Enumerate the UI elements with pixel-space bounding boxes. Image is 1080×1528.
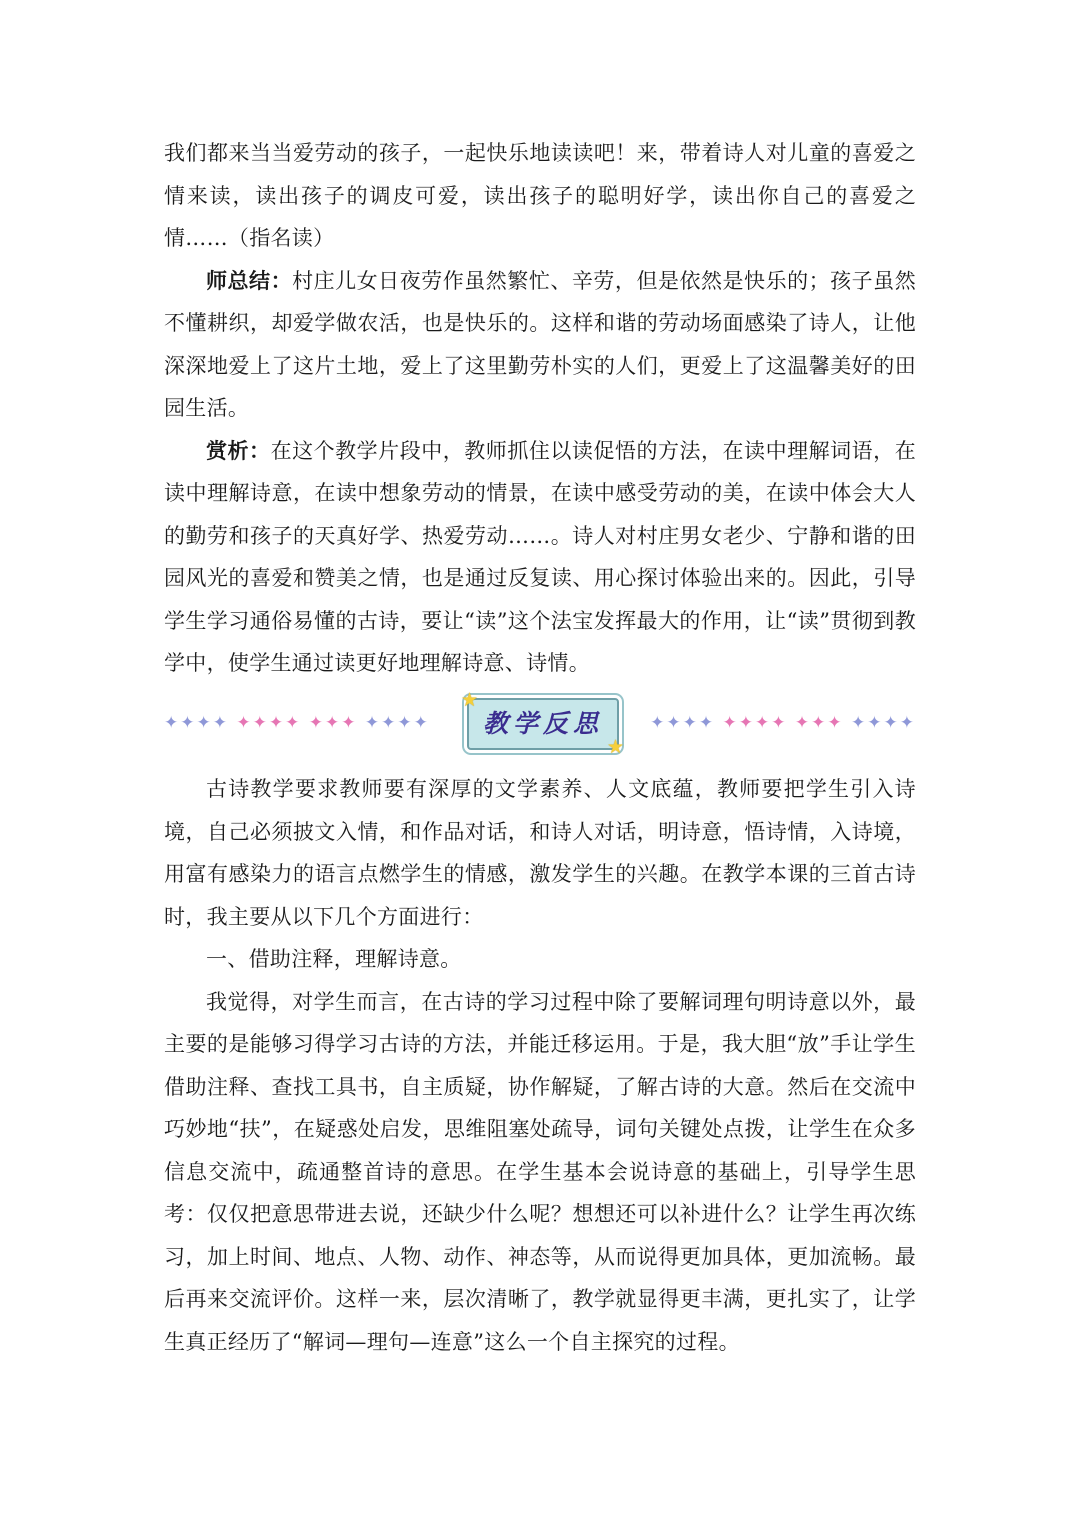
sparkle-decoration-right: ✦✦✦✦ ✦✦✦✦ ✦✦✦ ✦✦✦✦ xyxy=(650,713,916,733)
analysis-label: 赏析： xyxy=(206,437,271,463)
section-title: 教学反思 xyxy=(482,709,603,738)
reflection-heading: 一、借助注释，理解诗意。 xyxy=(206,947,462,971)
star-icon: ★ xyxy=(606,736,624,758)
section-divider xyxy=(164,689,916,758)
reflection-intro-paragraph: 古诗教学要求教师要有深厚的文学素养、人文底蕴，教师要把学生引入诗境，自己必须披文入情，和作品对话，和诗人对话，明诗意，悟诗情，入诗境，用富有感染力的语言点燃学生的情感，激发学生的兴趣。在教学本课的三首古诗时，我主要从以下几个方面进行： xyxy=(164,777,916,929)
teacher-summary-paragraph xyxy=(164,260,916,430)
reflection-body-paragraph: 我觉得，对学生而言，在古诗的学习过程中除了要解词理句明诗意以外，最主要的是能够习得学习古诗的方法，并能迁移运用。于是，我大胆“放”手让学生借助注释、查找工具书，自主质疑，协作解疑，了解古诗的大意。然后在交流中巧妙地“扶”，在疑惑处启发，思维阻塞处疏导，词句关键处点拨，让学生在众多信息交流中，疏通整首诗的意思。在学生基本会说诗意的基础上，引导学生思考：仅仅把意思带进去说，还缺少什么呢？想想还可以补进什么？让学生再次练习，加上时间、地点、人物、动作、神态等，从而说得更加具体，更加流畅。最后再来交流评价。这样一来，层次清晰了，教学就显得更丰满，更扎实了，让学生真正经历了“解词—理句—连意”这么一个自主探究的过程。 xyxy=(164,989,916,1354)
sparkle-decoration-left: ✦✦✦✦ ✦✦✦✦ ✦✦✦ ✦✦✦✦ xyxy=(164,713,430,733)
analysis-paragraph xyxy=(164,430,916,685)
summary-text: 村庄儿女日夜劳作虽然繁忙、辛劳，但是依然是快乐的；孩子虽然不懂耕织，却爱学做农活，也是快乐的。这样和谐的劳动场面感染了诗人，让他深深地爱上了这片土地，爱上了这里勤劳朴实的人们，更爱上了这温馨美好的田园生活。 xyxy=(164,268,916,420)
lesson-excerpt-section xyxy=(164,132,916,685)
star-icon: ★ xyxy=(461,689,479,711)
teaching-reflection-section xyxy=(164,768,916,1363)
section-title-badge xyxy=(461,689,624,758)
reading-paragraph: 我们都来当当爱劳动的孩子，一起快乐地读读吧！来，带着诗人对儿童的喜爱之情来读，读出孩子的调皮可爱，读出孩子的聪明好学，读出你自己的喜爱之情……（指名读） xyxy=(164,141,916,250)
summary-label: 师总结： xyxy=(206,267,293,293)
analysis-text: 在这个教学片段中，教师抓住以读促悟的方法，在读中理解词语，在读中理解诗意，在读中想象劳动的情景，在读中感受劳动的美，在读中体会大人的勤劳和孩子的天真好学、热爱劳动……。诗人对村庄男女老少、宁静和谐的田园风光的喜爱和赞美之情，也是通过反复读、用心探讨体验出来的。因此，引导学生学习通俗易懂的古诗，要让“读”这个法宝发挥最大的作用，让“读”贯彻到教学中，使学生通过读更好地理解诗意、诗情。 xyxy=(164,438,917,675)
